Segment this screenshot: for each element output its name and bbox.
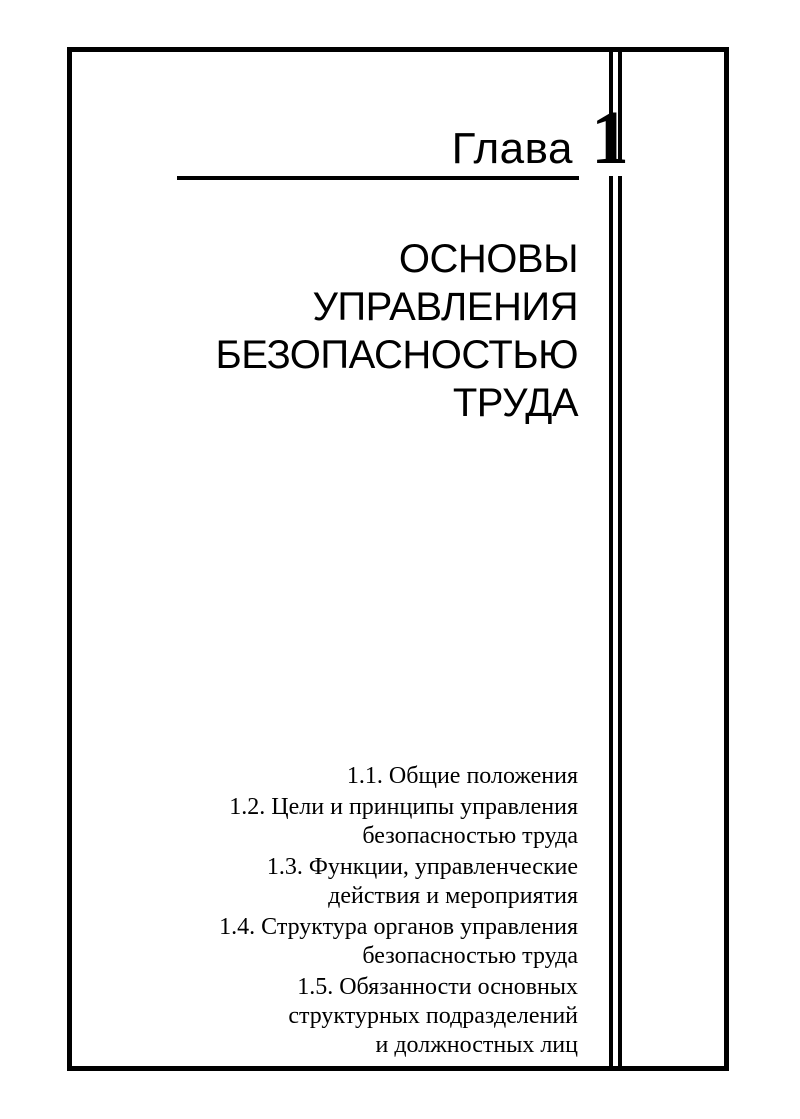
toc-item-line: 1.1. Общие положения <box>346 763 578 789</box>
chapter-title-line: ОСНОВЫ <box>398 237 578 281</box>
toc-item <box>219 973 578 1060</box>
toc-item-line: безопасностью труда <box>362 823 578 849</box>
toc-item-line: и должностных лиц <box>375 1032 578 1058</box>
toc-item <box>219 762 578 791</box>
toc-item <box>219 913 578 971</box>
chapter-number: 1 <box>591 96 629 180</box>
table-of-contents <box>219 762 578 1062</box>
chapter-title <box>216 235 578 427</box>
toc-item-line: структурных подразделений <box>288 1003 578 1029</box>
toc-item-line: 1.5. Обязанности основных <box>297 974 578 1000</box>
chapter-title-line: УПРАВЛЕНИЯ <box>312 285 578 329</box>
toc-item-line: 1.2. Цели и принципы управления <box>229 794 578 820</box>
toc-item-line: 1.4. Структура органов управления <box>219 914 578 940</box>
toc-item-line: действия и мероприятия <box>328 883 578 909</box>
vertical-rule-right <box>618 47 622 1071</box>
chapter-title-line: ТРУДА <box>452 381 578 425</box>
chapter-label: Глава <box>451 124 573 173</box>
vertical-rule-left <box>609 47 613 1071</box>
chapter-heading <box>451 96 629 180</box>
toc-item <box>219 853 578 911</box>
toc-item-line: безопасностью труда <box>362 943 578 969</box>
toc-item <box>219 793 578 851</box>
chapter-title-line: БЕЗОПАСНОСТЬЮ <box>215 333 578 377</box>
toc-item-line: 1.3. Функции, управленческие <box>266 854 578 880</box>
heading-rule <box>177 176 579 180</box>
